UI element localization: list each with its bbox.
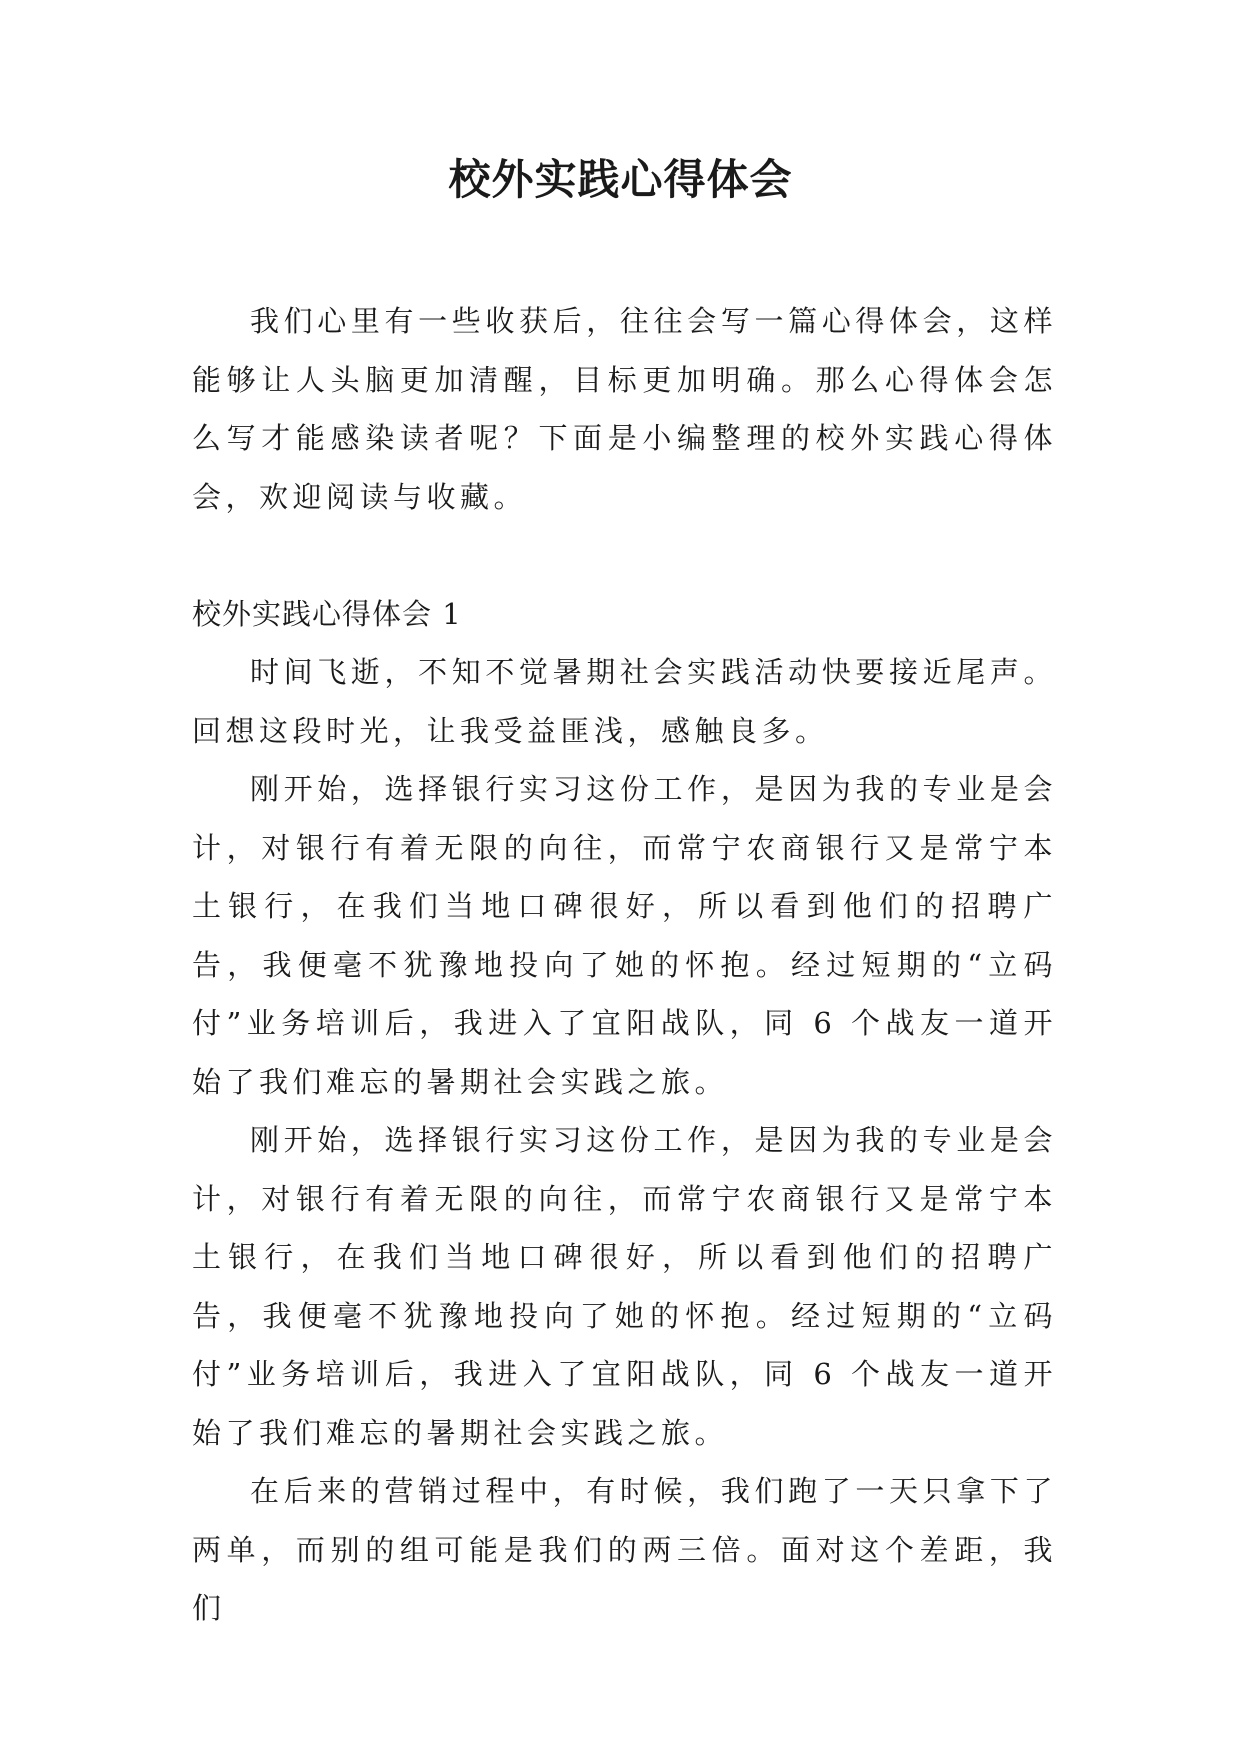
section-heading: 校外实践心得体会 1 [192,596,462,631]
document-body [192,292,1057,1638]
document-title: 校外实践心得体会 [448,155,793,204]
body-paragraph-3: 刚开始，选择银行实习这份工作，是因为我的专业是会计，对银行有着无限的向往，而常宁农商银行又是常宁本土银行，在我们当地口碑很好，所以看到他们的招聘广告，我便毫不犹豫地投向了她的怀抱。经过短期的“立码付”业务培训后，我进入了宜阳战队，同 6 个战友一道开始了我们难忘的暑期社会实践之旅。 [192,1123,1057,1450]
body-paragraph-1: 时间飞逝，不知不觉暑期社会实践活动快要接近尾声。回想这段时光，让我受益匪浅，感触良多。 [192,655,1057,748]
body-paragraph-2: 刚开始，选择银行实习这份工作，是因为我的专业是会计，对银行有着无限的向往，而常宁农商银行又是常宁本土银行，在我们当地口碑很好，所以看到他们的招聘广告，我便毫不犹豫地投向了她的怀抱。经过短期的“立码付”业务培训后，我进入了宜阳战队，同 6 个战友一道开始了我们难忘的暑期社会实践之旅。 [192,772,1057,1099]
paragraph-gap [192,526,1057,585]
intro-paragraph: 我们心里有一些收获后，往往会写一篇心得体会，这样能够让人头脑更加清醒，目标更加明确。那么心得体会怎么写才能感染读者呢？下面是小编整理的校外实践心得体会，欢迎阅读与收藏。 [192,304,1057,514]
body-paragraph-4: 在后来的营销过程中，有时候，我们跑了一天只拿下了两单，而别的组可能是我们的两三倍。面对这个差距，我们 [192,1474,1057,1625]
